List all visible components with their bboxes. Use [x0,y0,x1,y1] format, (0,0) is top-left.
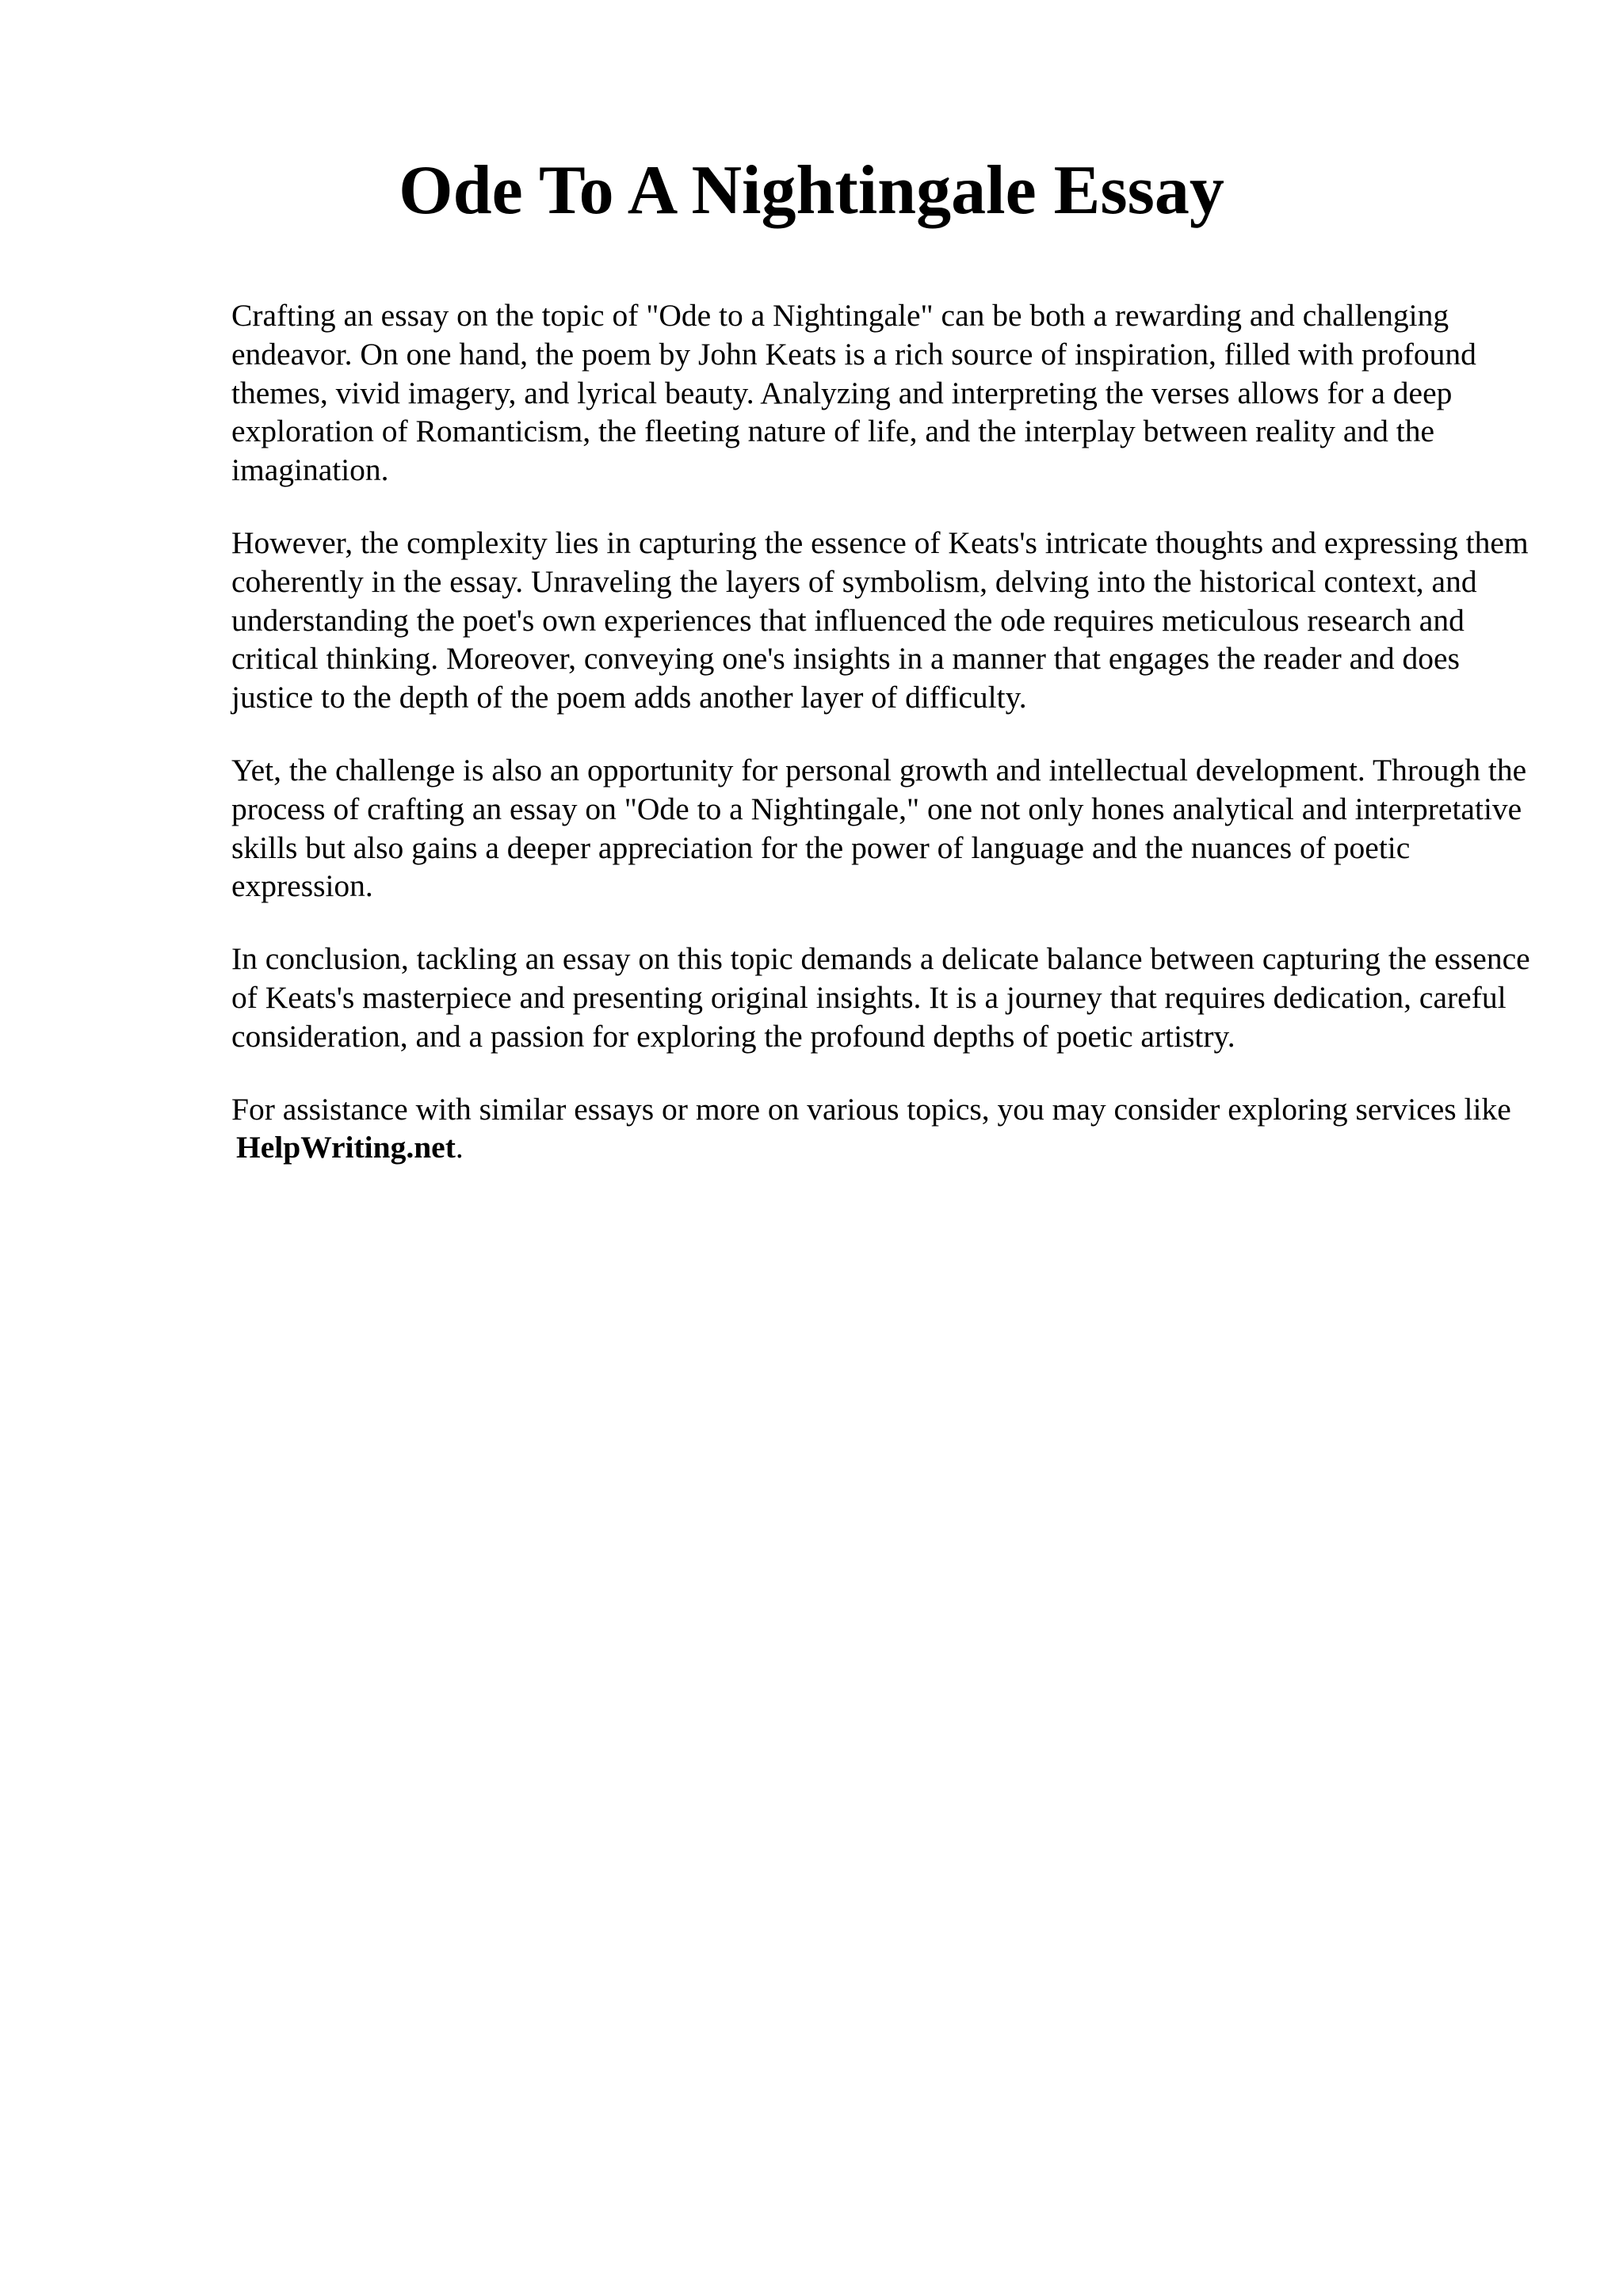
document-title: Ode To A Nightingale Essay [399,152,1224,229]
paragraph-complexity: However, the complexity lies in capturing the essence of Keats's intricate thoughts and expressing them coherently in the essay. Unraveling the layers of symbolism, delving into the historical context, and understanding the poet's own experiences that influenced the ode requires meticulous research and critical thinking. Moreover, conveying one's insights in a manner that engages the reader and does justice to the depth of the poem adds another layer of difficulty. [231,524,1529,715]
closing-period: . [455,1130,464,1165]
paragraph-conclusion: In conclusion, tackling an essay on this topic demands a delicate balance between capturing the essence of Keats's masterpiece and presenting original insights. It is a journey that requires dedication, careful consideration, and a passion for exploring the profound depths of poetic artistry. [231,941,1530,1054]
paragraph-intro: Crafting an essay on the topic of "Ode to a Nightingale" can be both a rewarding and challenging endeavor. On one hand, the poem by John Keats is a rich source of inspiration, filled with profound themes, vivid imagery, and lyrical beauty. Analyzing and interpreting the verses allows for a deep exploration of Romanticism, the fleeting nature of life, and the interplay between reality and the imagination. [231,298,1476,488]
paragraph-opportunity: Yet, the challenge is also an opportunity for personal growth and intellectual development. Through the process of crafting an essay on "Ode to a Nightingale," one not only hones analytical and interpretative skills but also gains a deeper appreciation for the power of language and the nuances of poetic expression. [231,752,1527,904]
paragraph-closing [231,1090,1531,1168]
closing-text: For assistance with similar essays or more on various topics, you may consider exploring services like [231,1091,1511,1127]
document-body [231,296,1531,1201]
helpwriting-link[interactable]: HelpWriting.net [236,1130,456,1165]
